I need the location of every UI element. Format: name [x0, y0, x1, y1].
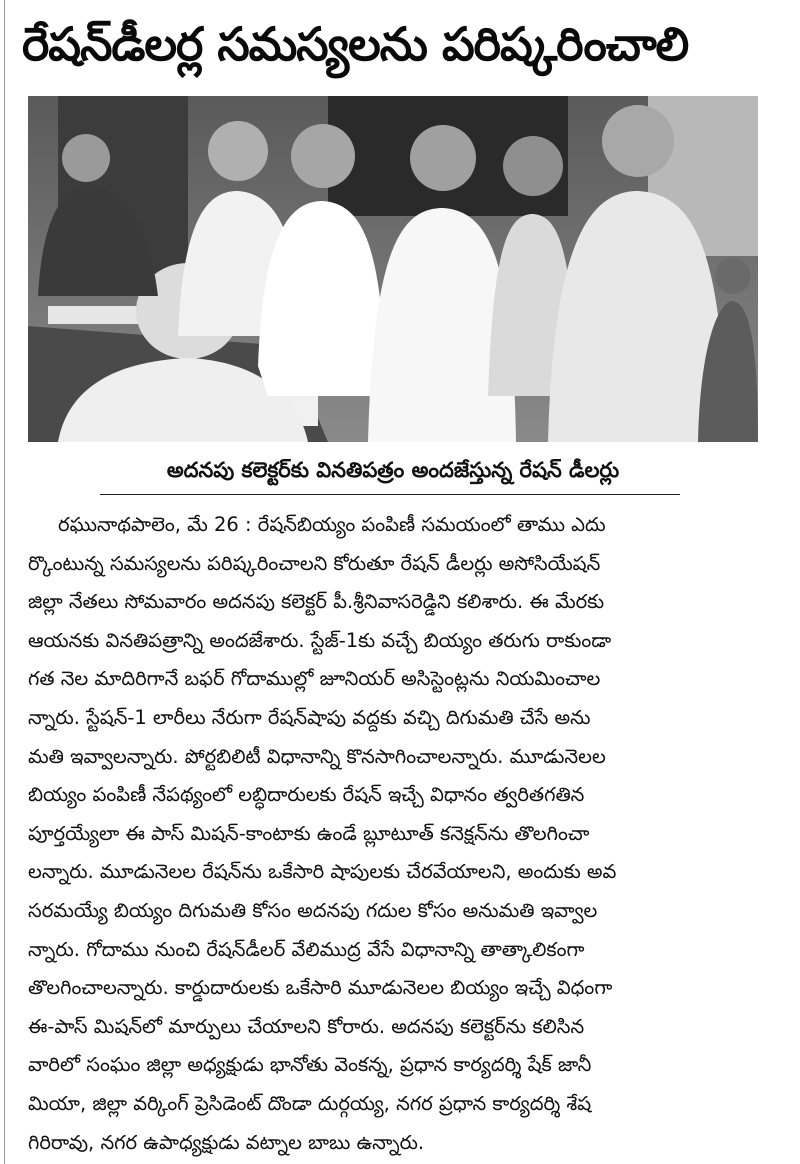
article-line: పూర్తయ్యేలా ఈ పాస్ మిషన్‌-కాంటాకు ఉండే బ్లూటూత్ కనెక్షన్‌ను తొలగించా: [28, 821, 590, 845]
article-line: బియ్యం పంపిణీ నేపథ్యంలో లబ్ధిదారులకు రేషన్ ఇచ్చే విధానం త్వరితగతిన: [28, 783, 585, 807]
photo-caption: అదనపు కలెక్టర్‌కు వినతిపత్రం అందజేస్తున్న రేషన్ డీలర్లు: [166, 458, 620, 482]
article-line: లన్నారు. మూడునెలల రేషన్‌ను ఒకేసారి షాపులకు చేరవేయాలని, అందుకు అవ: [28, 860, 617, 884]
article-body: [28, 506, 768, 1162]
article-line: గత నెల మాదిరిగానే బఫర్ గోదాముల్లో జూనియర్ అసిస్టెంట్లను నియమించాల: [28, 667, 601, 691]
article-line: న్నారు. స్టేషన్‌-1 లారీలు నేరుగా రేషన్‌షాపు వద్దకు వచ్చి దిగుమతి చేసే అను: [28, 705, 591, 729]
news-photo: [28, 96, 758, 442]
article-line: తొలగించాలన్నారు. కార్డుదారులకు ఒకేసారి మూడునెలల బియ్యం ఇచ్చే విధంగా: [28, 976, 613, 1000]
article-line: సరమయ్యే బియ్యం దిగుమతి కోసం అదనపు గదుల కోసం అనుమతి ఇవ్వాల: [28, 898, 598, 922]
article-line: మియా, జిల్లా వర్కింగ్ ప్రెసిడెంట్ దొండా దుర్గయ్య, నగర ప్రధాన కార్యదర్శి శేష: [28, 1091, 592, 1115]
headline: రేషన్‌డీలర్ల సమస్యలను పరిష్కరించాలి: [22, 17, 689, 71]
caption-divider: [100, 494, 680, 495]
article-line: ర్కొంటున్న సమస్యలను పరిష్కరించాలని కోరుతూ రేషన్ డీలర్లు అసోసియేషన్: [28, 551, 601, 575]
article-line: న్నారు. గోదాము నుంచి రేషన్‌డీలర్ వేలిముద్ర వేసే విధానాన్ని తాత్కాలికంగా: [28, 937, 585, 961]
article-line: ఆయనకు వినతిపత్రాన్ని అందజేశారు. స్టేజ్‌-1కు వచ్చే బియ్యం తరుగు రాకుండా: [28, 628, 612, 652]
article-line: ఈ-పాస్ మిషన్‌లో మార్పులు చేయాలని కోరారు. అదనపు కలెక్టర్‌ను కలిసిన: [28, 1014, 585, 1038]
article-line: జిల్లా నేతలు సోమవారం అదనపు కలెక్టర్ పీ.శ్రీనివాసరెడ్డిని కలిశారు. ఈ మేరకు: [28, 590, 605, 614]
photo-icon: [28, 96, 758, 442]
article-line: గిరిరావు, నగర ఉపాధ్యక్షుడు వట్నాల బాబు ఉన్నారు.: [28, 1130, 425, 1154]
article-line: వారిలో సంఘం జిల్లా అధ్యక్షుడు భానోతు వెంకన్న, ప్రధాన కార్యదర్శి షేక్ జానీ: [28, 1053, 592, 1077]
article-line: మతి ఇవ్వాలన్నారు. పోర్టబిలిటీ విధానాన్ని కొనసాగించాలన్నారు. మూడునెలల: [28, 744, 606, 768]
article-line: రఘునాథపాలెం, మే 26 : రేషన్‌బియ్యం పంపిణీ సమయంలో తాము ఎదు: [58, 513, 606, 536]
column-divider: [4, 0, 5, 1164]
